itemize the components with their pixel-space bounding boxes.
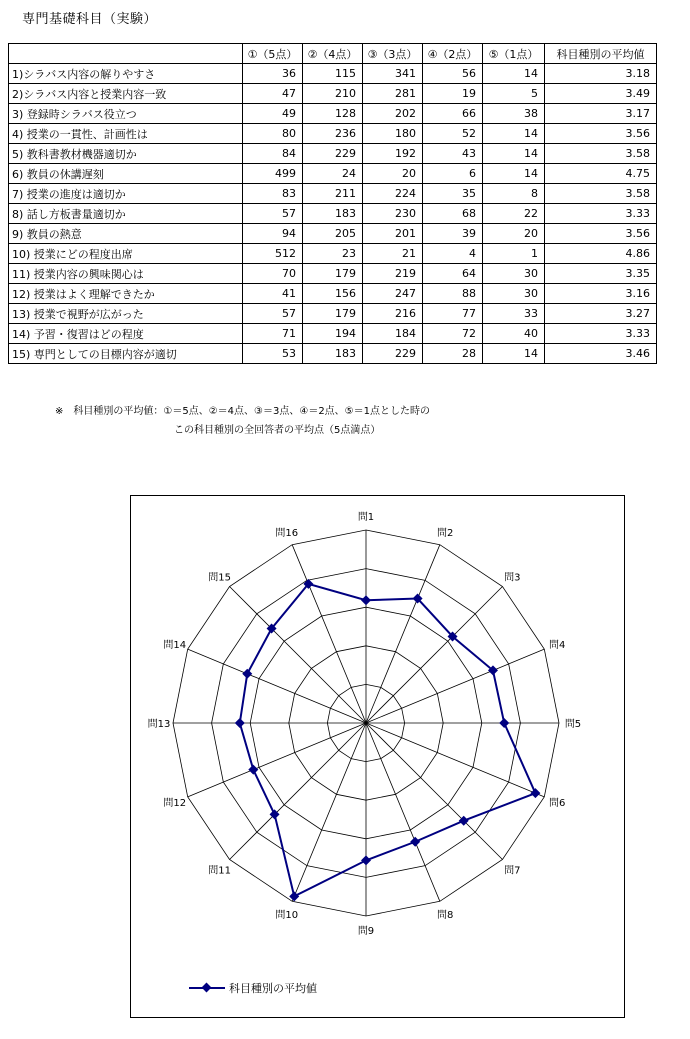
table-cell: 4.75 — [545, 164, 657, 184]
table-cell: 3.27 — [545, 304, 657, 324]
table-cell: 236 — [303, 124, 363, 144]
table-row — [9, 144, 657, 164]
table-cell: 14 — [483, 64, 545, 84]
table-cell: 230 — [363, 204, 423, 224]
row-label: 10) 授業にどの程度出席 — [9, 244, 243, 264]
radar-spoke — [188, 723, 366, 797]
table-cell: 3.46 — [545, 344, 657, 364]
table-cell: 3.56 — [545, 224, 657, 244]
axis-label: 問3 — [504, 572, 521, 584]
column-header: ③（3点） — [363, 44, 423, 64]
table-row — [9, 204, 657, 224]
data-point — [289, 891, 299, 901]
table-cell: 341 — [363, 64, 423, 84]
radar-spoke — [366, 723, 440, 901]
data-point — [410, 837, 420, 847]
axis-label: 問15 — [208, 572, 231, 584]
table-cell: 229 — [363, 344, 423, 364]
axis-label: 問11 — [208, 865, 231, 877]
legend-marker-icon — [189, 982, 225, 994]
table-cell: 183 — [303, 204, 363, 224]
table-cell: 47 — [243, 84, 303, 104]
table-cell: 88 — [423, 284, 483, 304]
table-cell: 36 — [243, 64, 303, 84]
row-label: 9) 教員の熱意 — [9, 224, 243, 244]
table-cell: 211 — [303, 184, 363, 204]
table-cell: 56 — [423, 64, 483, 84]
table-cell: 6 — [423, 164, 483, 184]
radar-spoke — [366, 545, 440, 723]
series-line — [240, 584, 536, 896]
column-header: ④（2点） — [423, 44, 483, 64]
data-point — [235, 718, 245, 728]
row-label: 8) 話し方板書量適切か — [9, 204, 243, 224]
table-cell: 80 — [243, 124, 303, 144]
table-cell: 72 — [423, 324, 483, 344]
row-label: 5) 教科書教材機器適切か — [9, 144, 243, 164]
row-label: 7) 授業の進度は適切か — [9, 184, 243, 204]
table-cell: 219 — [363, 264, 423, 284]
axis-label: 問12 — [163, 798, 187, 810]
note-line-2: この科目種別の全回答者の平均点（5点満点） — [174, 425, 381, 436]
table-row — [9, 224, 657, 244]
table-cell: 83 — [243, 184, 303, 204]
table-row — [9, 104, 657, 124]
table-cell: 22 — [483, 204, 545, 224]
column-header — [9, 44, 243, 64]
table-cell: 64 — [423, 264, 483, 284]
table-cell: 281 — [363, 84, 423, 104]
table-cell: 38 — [483, 104, 545, 124]
radar-chart — [130, 495, 625, 1018]
table-cell: 179 — [303, 304, 363, 324]
table-cell: 57 — [243, 204, 303, 224]
table-cell: 179 — [303, 264, 363, 284]
radar-spoke — [292, 545, 366, 723]
table-cell: 183 — [303, 344, 363, 364]
row-label: 12) 授業はよく理解できたか — [9, 284, 243, 304]
table-row — [9, 344, 657, 364]
table-cell: 14 — [483, 164, 545, 184]
axis-label: 問6 — [549, 798, 566, 810]
table-cell: 5 — [483, 84, 545, 104]
table-cell: 71 — [243, 324, 303, 344]
data-point — [242, 669, 252, 679]
radar-spoke — [366, 723, 544, 797]
table-cell: 1 — [483, 244, 545, 264]
radar-chart-svg — [131, 496, 624, 1017]
table-cell: 4.86 — [545, 244, 657, 264]
row-label: 13) 授業で視野が広がった — [9, 304, 243, 324]
radar-spoke — [188, 649, 366, 723]
table-cell: 205 — [303, 224, 363, 244]
table-cell: 21 — [363, 244, 423, 264]
table-header-row — [9, 44, 657, 64]
data-point — [499, 718, 509, 728]
table-cell: 14 — [483, 344, 545, 364]
table-row — [9, 164, 657, 184]
table-cell: 216 — [363, 304, 423, 324]
table-cell: 49 — [243, 104, 303, 124]
table-cell: 194 — [303, 324, 363, 344]
table-cell: 30 — [483, 284, 545, 304]
table-cell: 20 — [483, 224, 545, 244]
table-cell: 39 — [423, 224, 483, 244]
table-cell: 156 — [303, 284, 363, 304]
axis-label: 問2 — [437, 527, 454, 539]
radar-spoke — [230, 723, 366, 859]
table-cell: 210 — [303, 84, 363, 104]
radar-spoke — [292, 723, 366, 901]
table-cell: 53 — [243, 344, 303, 364]
table-cell: 19 — [423, 84, 483, 104]
radar-spoke — [230, 587, 366, 723]
table-cell: 247 — [363, 284, 423, 304]
table-body — [9, 64, 657, 364]
axis-label: 問4 — [549, 639, 566, 651]
table-cell: 3.17 — [545, 104, 657, 124]
table-cell: 192 — [363, 144, 423, 164]
table-cell: 30 — [483, 264, 545, 284]
table-cell: 202 — [363, 104, 423, 124]
table-cell: 57 — [243, 304, 303, 324]
page-title: 専門基礎科目（実験） — [22, 12, 158, 27]
chart-legend — [189, 980, 317, 996]
legend-label: 科目種別の平均値 — [229, 982, 317, 995]
table-cell: 3.58 — [545, 184, 657, 204]
table-cell: 68 — [423, 204, 483, 224]
axis-label: 問1 — [357, 512, 375, 523]
table-cell: 115 — [303, 64, 363, 84]
table-cell: 24 — [303, 164, 363, 184]
row-label: 6) 教員の休講遅刻 — [9, 164, 243, 184]
table-cell: 70 — [243, 264, 303, 284]
axis-label: 問16 — [275, 527, 299, 539]
data-point — [361, 855, 371, 865]
table-cell: 20 — [363, 164, 423, 184]
table-cell: 499 — [243, 164, 303, 184]
table-cell: 14 — [483, 144, 545, 164]
table-row — [9, 284, 657, 304]
results-table — [8, 43, 657, 364]
row-label: 1)シラバス内容の解りやすさ — [9, 64, 243, 84]
table-cell: 3.35 — [545, 264, 657, 284]
table-cell: 180 — [363, 124, 423, 144]
table-cell: 43 — [423, 144, 483, 164]
table-cell: 201 — [363, 224, 423, 244]
table-cell: 52 — [423, 124, 483, 144]
axis-label: 問14 — [163, 639, 187, 651]
radar-spoke — [366, 649, 544, 723]
table-cell: 3.58 — [545, 144, 657, 164]
table-cell: 3.18 — [545, 64, 657, 84]
table-cell: 41 — [243, 284, 303, 304]
data-point — [248, 765, 258, 775]
axis-label: 問5 — [564, 719, 582, 730]
table-cell: 84 — [243, 144, 303, 164]
table-row — [9, 264, 657, 284]
row-label: 2)シラバス内容と授業内容一致 — [9, 84, 243, 104]
axis-label: 問9 — [357, 926, 375, 937]
table-cell: 184 — [363, 324, 423, 344]
table-cell: 3.33 — [545, 204, 657, 224]
table-cell: 224 — [363, 184, 423, 204]
axis-label: 問10 — [275, 910, 299, 922]
table-cell: 40 — [483, 324, 545, 344]
table-cell: 66 — [423, 104, 483, 124]
table-row — [9, 184, 657, 204]
table-cell: 4 — [423, 244, 483, 264]
axis-label: 問13 — [147, 719, 171, 730]
column-header: 科目種別の平均値 — [545, 44, 657, 64]
table-cell: 23 — [303, 244, 363, 264]
table-row — [9, 64, 657, 84]
row-label: 11) 授業内容の興味関心は — [9, 264, 243, 284]
table-cell: 33 — [483, 304, 545, 324]
table-row — [9, 324, 657, 344]
axis-label: 問7 — [504, 865, 521, 877]
table-cell: 3.16 — [545, 284, 657, 304]
table-row — [9, 244, 657, 264]
data-point — [530, 788, 540, 798]
radar-spoke — [366, 723, 502, 859]
table-row — [9, 124, 657, 144]
row-label: 4) 授業の一貫性、計画性は — [9, 124, 243, 144]
table-cell: 3.56 — [545, 124, 657, 144]
axis-label: 問8 — [437, 910, 454, 922]
row-label: 15) 専門としての目標内容が適切 — [9, 344, 243, 364]
table-cell: 128 — [303, 104, 363, 124]
note-line-1: ※ 科目種別の平均値：①＝5点、②＝4点、③＝3点、④＝2点、⑤＝1点とした時の — [55, 406, 431, 417]
table-cell: 3.49 — [545, 84, 657, 104]
table-cell: 8 — [483, 184, 545, 204]
table-cell: 3.33 — [545, 324, 657, 344]
row-label: 3) 登録時シラバス役立つ — [9, 104, 243, 124]
column-header: ②（4点） — [303, 44, 363, 64]
column-header: ⑤（1点） — [483, 44, 545, 64]
table-cell: 94 — [243, 224, 303, 244]
table-row — [9, 304, 657, 324]
table-cell: 14 — [483, 124, 545, 144]
table-cell: 35 — [423, 184, 483, 204]
table-cell: 229 — [303, 144, 363, 164]
row-label: 14) 予習・復習はどの程度 — [9, 324, 243, 344]
column-header: ①（5点） — [243, 44, 303, 64]
data-point — [361, 595, 371, 605]
radar-spoke — [366, 587, 502, 723]
table-cell: 512 — [243, 244, 303, 264]
table-cell: 28 — [423, 344, 483, 364]
table-cell: 77 — [423, 304, 483, 324]
table-row — [9, 84, 657, 104]
